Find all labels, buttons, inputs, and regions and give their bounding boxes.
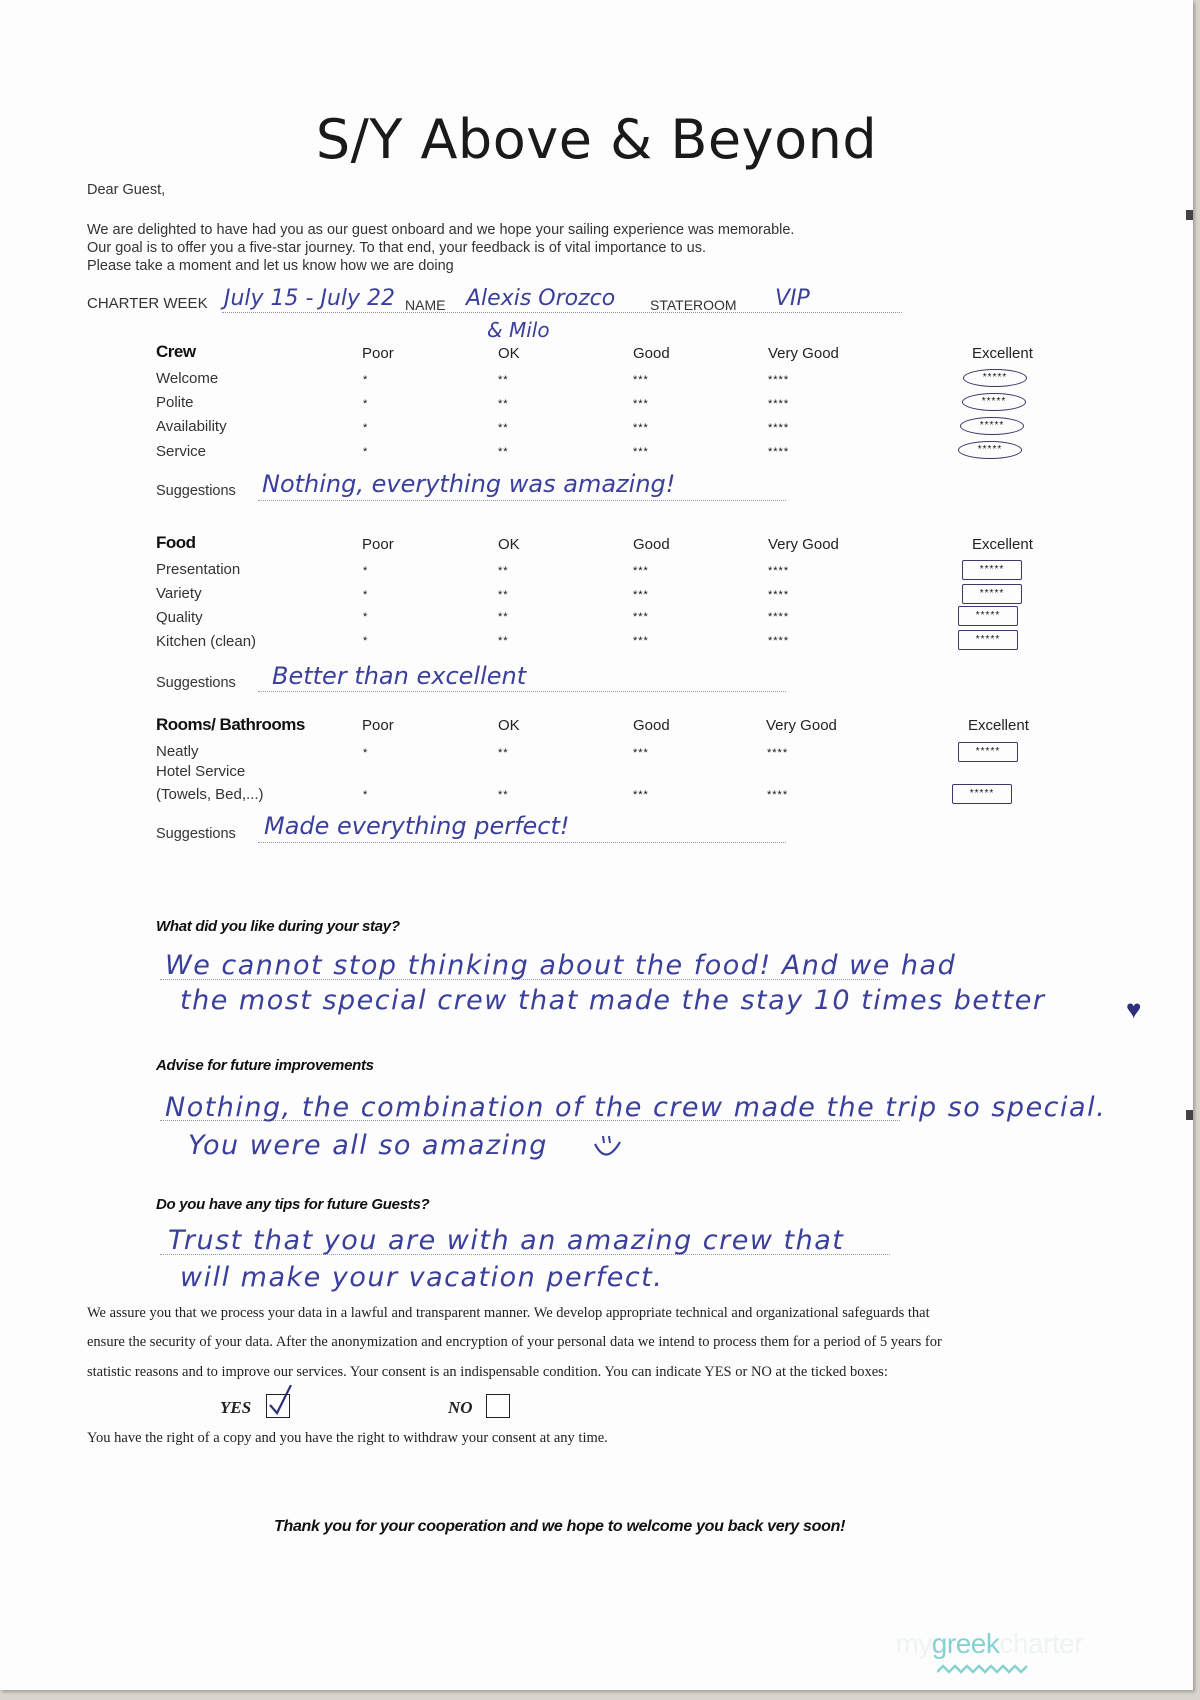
question-label: Advise for future improvements <box>156 1057 374 1074</box>
no-label: NO <box>448 1398 473 1417</box>
col-ok: OK <box>498 345 520 362</box>
col-poor: Poor <box>362 536 394 553</box>
watermark-part: my <box>895 1628 932 1659</box>
no-checkbox[interactable] <box>486 1394 510 1418</box>
rating-option[interactable]: * <box>363 422 369 434</box>
question-label: What did you like during your stay? <box>156 918 400 935</box>
charter-week-label: CHARTER WEEK <box>87 295 208 312</box>
suggestions-value-food[interactable]: Better than excellent <box>272 662 527 690</box>
stateroom-value[interactable]: VIP <box>775 286 810 311</box>
rating-option-selected[interactable]: ***** <box>960 417 1024 435</box>
col-ok: OK <box>498 536 520 553</box>
suggestions-label: Suggestions <box>156 826 236 842</box>
col-ok: OK <box>498 717 520 734</box>
watermark-part: greek <box>931 1628 1000 1659</box>
legal-line: statistic reasons and to improve our services. Your consent is an indispensable condition. You can indicate YES or NO at the ticked boxes: <box>87 1364 888 1380</box>
rating-option[interactable]: * <box>363 635 369 647</box>
rating-option[interactable]: *** <box>633 565 649 577</box>
rating-option[interactable]: **** <box>767 747 789 759</box>
stateroom-label: STATEROOM <box>650 297 737 313</box>
col-good: Good <box>633 536 670 553</box>
row-label: Hotel Service <box>156 763 246 780</box>
col-good: Good <box>633 717 670 734</box>
rating-option[interactable]: * <box>363 398 369 410</box>
name-value-line2: & Milo <box>487 318 550 342</box>
watermark-part: charter <box>999 1628 1083 1659</box>
rating-option-selected[interactable]: ***** <box>963 369 1027 387</box>
rating-option[interactable]: *** <box>633 589 649 601</box>
col-excellent: Excellent <box>968 717 1029 734</box>
rating-option[interactable]: ** <box>498 398 509 410</box>
rating-option[interactable]: * <box>363 374 369 386</box>
rating-option[interactable]: *** <box>633 374 649 386</box>
rating-option[interactable]: ** <box>498 565 509 577</box>
wave-icon <box>937 1664 1031 1674</box>
rating-option[interactable]: **** <box>768 589 790 601</box>
suggestions-value-crew[interactable]: Nothing, everything was amazing! <box>262 470 676 498</box>
rating-option[interactable]: * <box>363 747 369 759</box>
rating-option[interactable]: * <box>363 589 369 601</box>
answer-line-text[interactable]: will make your vacation perfect. <box>180 1262 664 1293</box>
rating-option-selected[interactable]: ***** <box>962 393 1026 411</box>
suggestions-line <box>258 500 786 501</box>
paper-edge-mark <box>1186 210 1193 220</box>
rating-option[interactable]: **** <box>768 422 790 434</box>
page-title: S/Y Above & Beyond <box>315 108 878 171</box>
rating-option[interactable]: *** <box>633 611 649 623</box>
col-excellent: Excellent <box>972 345 1033 362</box>
charter-week-value[interactable]: July 15 - July 22 <box>224 286 396 311</box>
intro-line: We are delighted to have had you as our guest onboard and we hope your sailing experience was memorable. <box>87 222 795 238</box>
suggestions-line <box>258 842 786 843</box>
yes-label: YES <box>220 1398 252 1417</box>
rating-option[interactable]: *** <box>633 747 649 759</box>
rating-option[interactable]: *** <box>633 446 649 458</box>
row-label: Quality <box>156 609 203 626</box>
row-label: Kitchen (clean) <box>156 633 257 650</box>
row-label: Service <box>156 443 207 460</box>
name-value[interactable]: Alexis Orozco <box>466 286 616 311</box>
row-label: Variety <box>156 585 202 602</box>
row-label: (Towels, Bed,...) <box>156 786 264 803</box>
heart-icon: ♥ <box>1126 994 1142 1024</box>
smiley-icon <box>590 1132 626 1164</box>
rating-option[interactable]: *** <box>633 398 649 410</box>
rating-option[interactable]: * <box>363 789 369 801</box>
rating-option[interactable]: **** <box>768 446 790 458</box>
row-label: Welcome <box>156 370 219 387</box>
intro-line: Our goal is to offer you a five-star journey. To that end, your feedback is of vital importance to us. <box>87 240 706 256</box>
paper-edge-mark <box>1186 1110 1193 1120</box>
rating-option[interactable]: * <box>363 446 369 458</box>
row-label: Neatly <box>156 743 199 760</box>
rating-option[interactable]: ** <box>498 611 509 623</box>
rating-option[interactable]: ** <box>498 789 509 801</box>
answer-line-text[interactable]: We cannot stop thinking about the food! And we had <box>165 950 957 981</box>
section-title-food: Food <box>156 533 196 552</box>
answer-line-text[interactable]: Nothing, the combination of the crew made the trip so special. <box>165 1092 1107 1123</box>
intro-line: Please take a moment and let us know how we are doing <box>87 258 454 274</box>
row-label: Availability <box>156 418 227 435</box>
rating-option-selected[interactable]: ***** <box>958 742 1018 762</box>
rating-option[interactable]: ** <box>498 422 509 434</box>
rating-option-selected[interactable]: ***** <box>958 441 1022 459</box>
checkmark-icon <box>267 1385 293 1415</box>
rating-option[interactable]: **** <box>768 635 790 647</box>
name-label: NAME <box>405 297 446 313</box>
col-poor: Poor <box>362 717 394 734</box>
rating-option[interactable]: ** <box>498 374 509 386</box>
rights-text: You have the right of a copy and you have the right to withdraw your consent at any time. <box>87 1430 608 1446</box>
col-good: Good <box>633 345 670 362</box>
row-label: Polite <box>156 394 194 411</box>
closing-text: Thank you for your cooperation and we hope to welcome you back very soon! <box>274 1518 846 1535</box>
section-title-rooms: Rooms/ Bathrooms <box>156 715 305 734</box>
rating-option[interactable]: **** <box>768 565 790 577</box>
rating-option[interactable]: *** <box>633 789 649 801</box>
suggestions-value-rooms[interactable]: Made everything perfect! <box>264 812 570 840</box>
col-very-good: Very Good <box>768 345 839 362</box>
rating-option[interactable]: **** <box>768 611 790 623</box>
answer-line-text[interactable]: Trust that you are with an amazing crew that <box>168 1225 845 1256</box>
header-fields-line <box>222 312 902 313</box>
suggestions-label: Suggestions <box>156 675 236 691</box>
rating-option-selected[interactable]: ***** <box>962 560 1022 580</box>
col-excellent: Excellent <box>972 536 1033 553</box>
rating-option-selected[interactable]: ***** <box>952 784 1012 804</box>
legal-line: ensure the security of your data. After the anonymization and encryption of your personal data we intend to process them for a period of 5 years for <box>87 1334 942 1350</box>
rating-option-selected[interactable]: ***** <box>958 606 1018 626</box>
watermark-logo <box>895 1628 1083 1660</box>
rating-option[interactable]: * <box>363 611 369 623</box>
rating-option[interactable]: **** <box>768 374 790 386</box>
rating-option[interactable]: *** <box>633 635 649 647</box>
rating-option-selected[interactable]: ***** <box>958 630 1018 650</box>
legal-line: We assure you that we process your data in a lawful and transparent manner. We develop appropriate technical and organizational safeguards that <box>87 1305 930 1321</box>
col-very-good: Very Good <box>768 536 839 553</box>
col-very-good: Very Good <box>766 717 837 734</box>
rating-option[interactable]: ** <box>498 635 509 647</box>
rating-option[interactable]: * <box>363 565 369 577</box>
col-poor: Poor <box>362 345 394 362</box>
question-label: Do you have any tips for future Guests? <box>156 1196 430 1213</box>
row-label: Presentation <box>156 561 241 578</box>
answer-line-text[interactable]: You were all so amazing <box>188 1130 548 1161</box>
rating-option[interactable]: ** <box>498 747 509 759</box>
rating-option-selected[interactable]: ***** <box>962 584 1022 604</box>
section-title-crew: Crew <box>156 342 196 361</box>
rating-option[interactable]: ** <box>498 446 509 458</box>
suggestions-line <box>258 691 786 692</box>
yes-checkbox[interactable] <box>266 1394 290 1418</box>
answer-line-text[interactable]: the most special crew that made the stay 10 times better <box>180 985 1046 1016</box>
rating-option[interactable]: *** <box>633 422 649 434</box>
rating-option[interactable]: **** <box>767 789 789 801</box>
suggestions-label: Suggestions <box>156 483 236 499</box>
rating-option[interactable]: ** <box>498 589 509 601</box>
rating-option[interactable]: **** <box>768 398 790 410</box>
greeting: Dear Guest, <box>87 182 166 198</box>
